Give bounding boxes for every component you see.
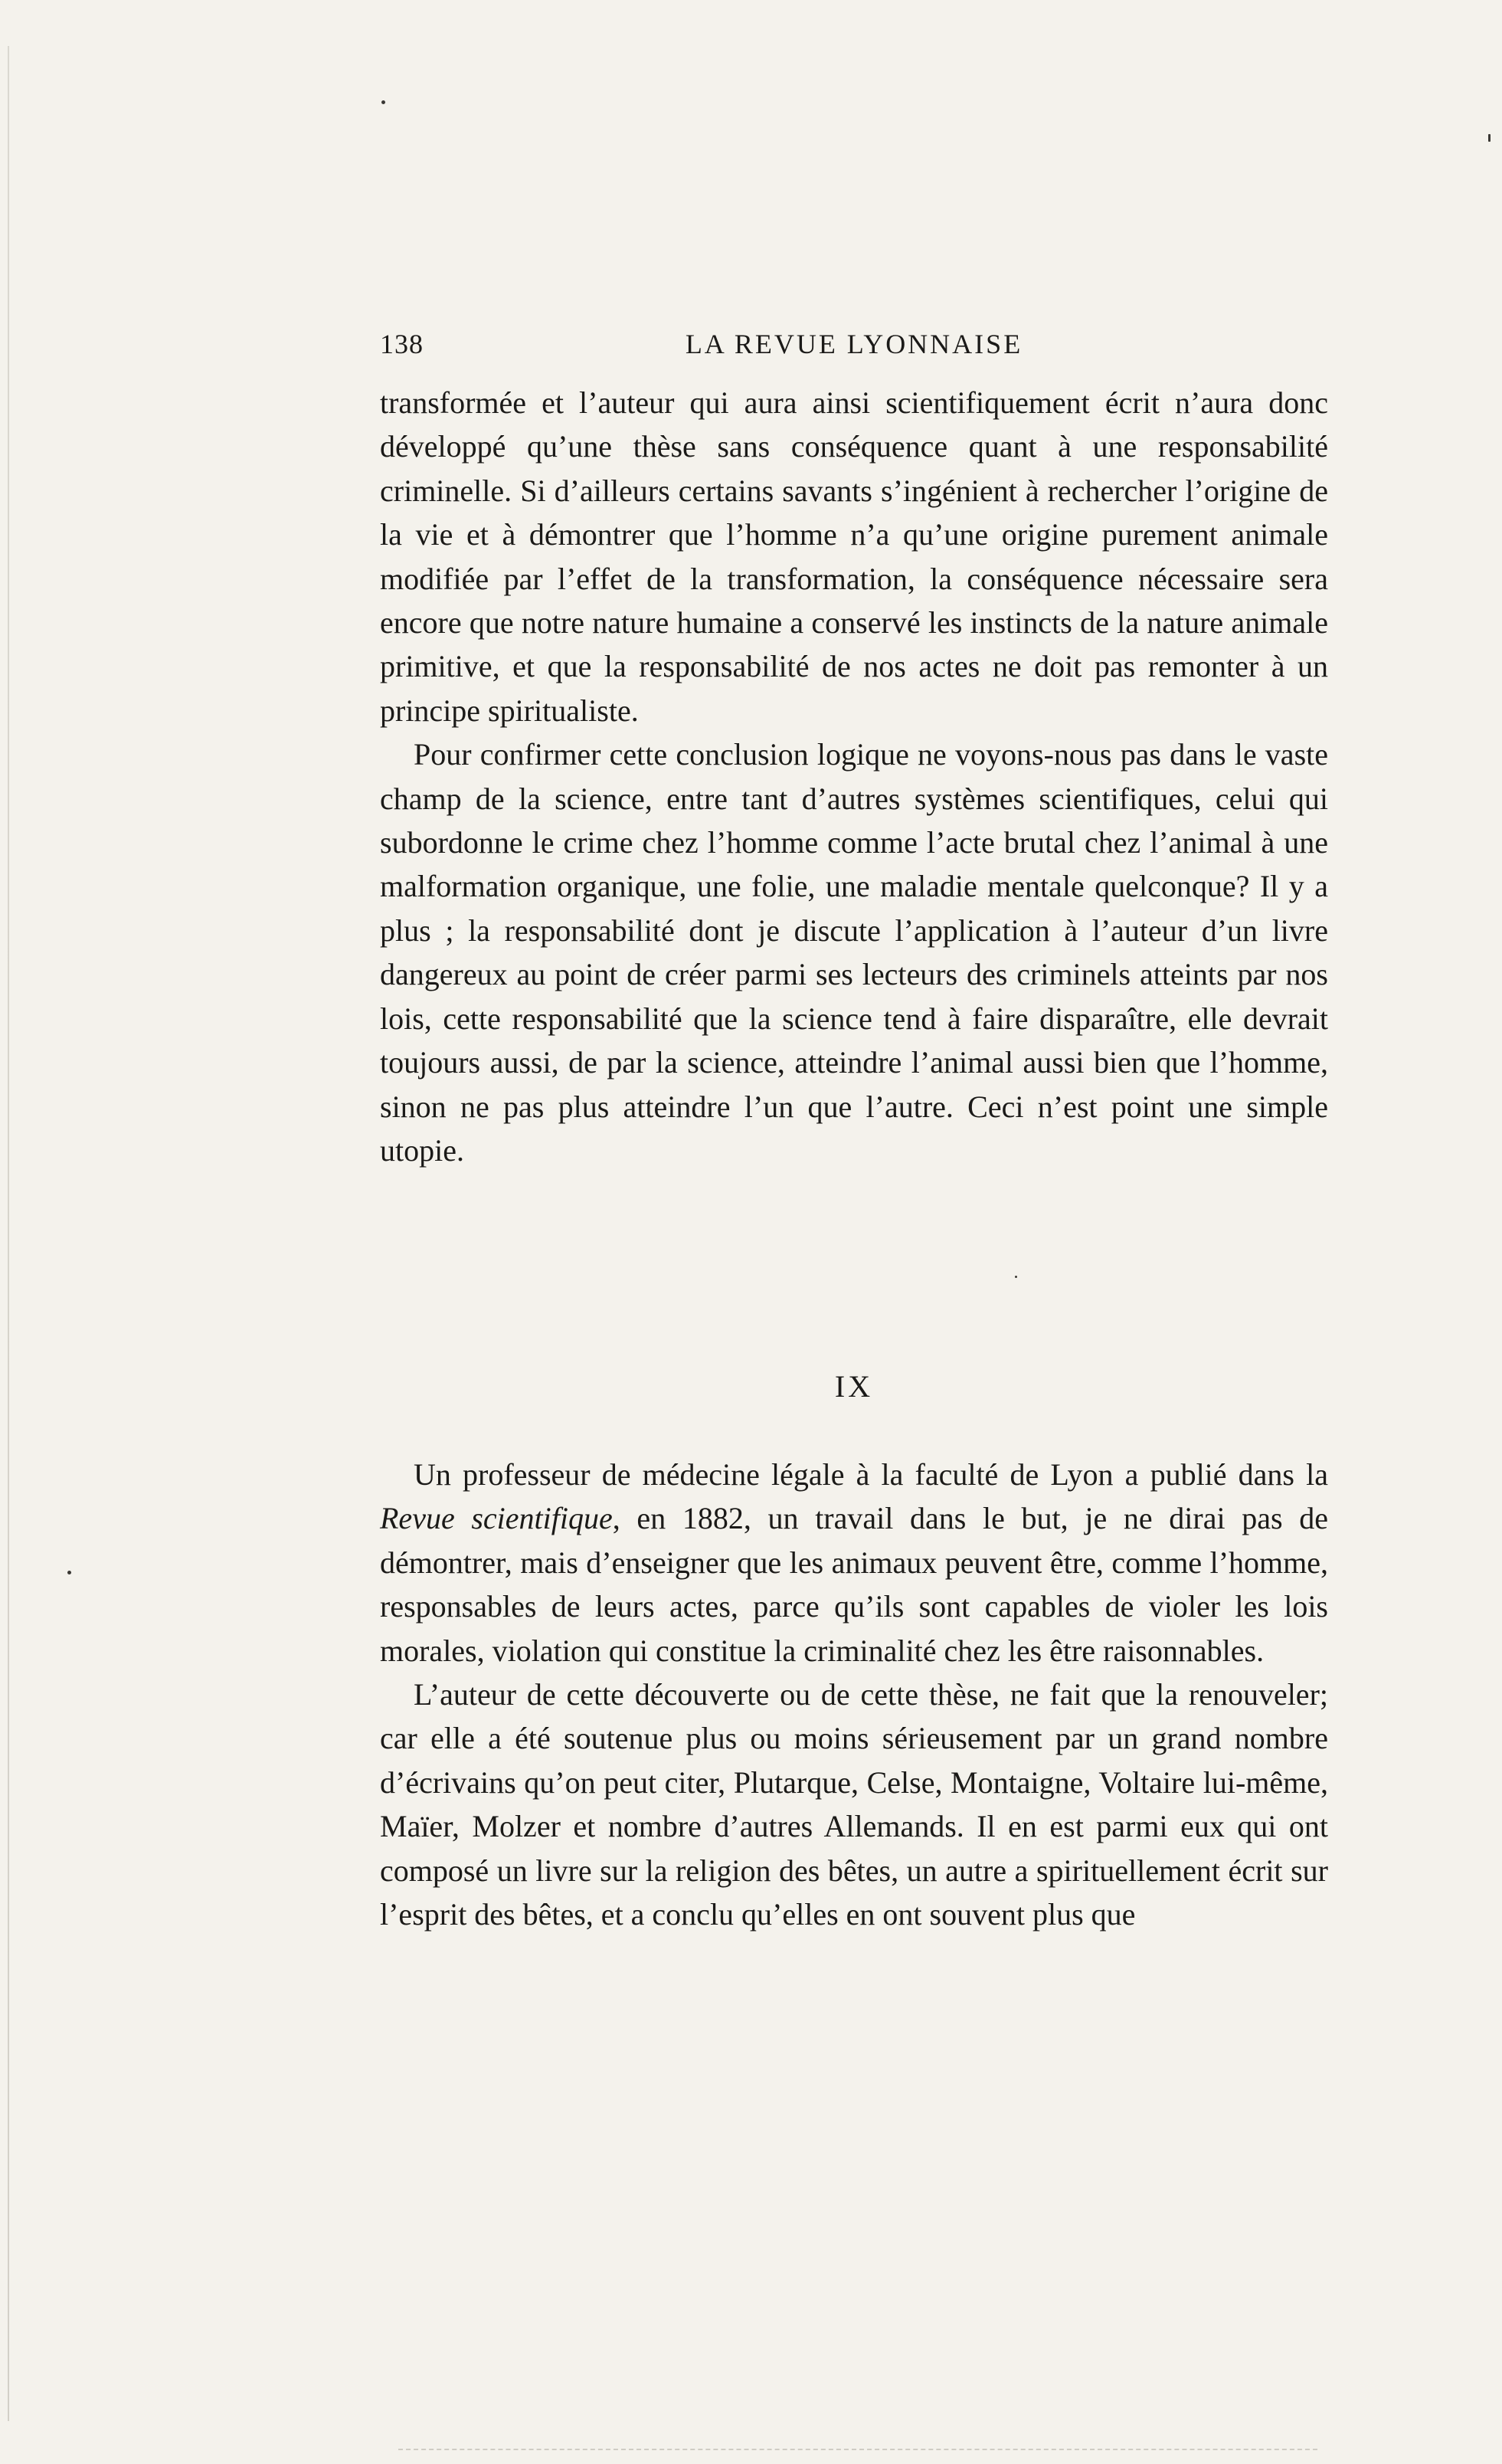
paragraph-3-text-after: , en 1882, un travail dans le but, je ne dirai pas de démontrer, mais d’enseigner que les animaux peuvent être, comme l’homme, responsables de leurs actes, parce qu’ils sont capables de violer les lois morales, violation qui constitue la criminalité chez les être raisonnables. <box>380 1501 1329 1668</box>
page-number: 138 <box>380 329 424 359</box>
paragraph-4: L’auteur de cette découverte ou de cette thèse, ne fait que la renouveler; car elle a été soutenue plus ou moins sérieusement par un grand nombre d’écrivains qu’on peut citer, Plutarque, Celse, Montaigne, Voltaire lui-même, Maïer, Molzer et nombre d’autres Allemands. Il en est parmi eux qui ont composé un livre sur la religion des bêtes, un autre a spirituellement écrit sur l’esprit des bêtes, et a conclu qu’elles en ont souvent plus que <box>380 1677 1328 1932</box>
paragraph-2: Pour confirmer cette conclusion logique ne voyons-nous pas dans le vaste champ de la science, entre tant d’autres systèmes scientifiques, celui qui subordonne le crime chez l’homme comme l’acte brutal chez l’animal à une malformation organique, une folie, une maladie mentale quelconque? Il y a plus ; la responsabilité dont je discute l’application à l’auteur d’un livre dangereux au point de créer parmi ses lecteurs des criminels atteints par nos lois, cette responsabilité que la science tend à faire disparaître, elle devrait toujours aussi, de par la science, atteindre l’animal aussi bien que l’homme, sinon ne pas plus atteindre l’un que l’autre. Ceci n’est point une simple utopie. <box>380 737 1328 1168</box>
ink-speck <box>67 1571 71 1574</box>
paragraph-3-text-before: Un professeur de médecine légale à la faculté de Lyon a publié dans la <box>414 1457 1328 1492</box>
text-block-before-section <box>380 381 1328 1172</box>
section-heading: IX <box>834 1369 874 1404</box>
page-header <box>380 328 1328 374</box>
binding-edge <box>8 46 9 2421</box>
journal-title: Revue scientifique <box>380 1501 613 1536</box>
bottom-edge-artifact <box>398 2449 1317 2451</box>
running-title: LA REVUE LYONNAISE <box>685 329 1023 359</box>
ink-speck <box>1488 134 1491 142</box>
ink-speck <box>1015 1276 1017 1278</box>
paragraph-1: transformée et l’auteur qui aura ainsi scientifiquement écrit n’aura donc développé qu’une thèse sans conséquence quant à une responsabilité criminelle. Si d’ailleurs certains savants s’ingénient à rechercher l’origine de la vie et à démontrer que l’homme n’a qu’une origine purement animale modifiée par l’effet de la transformation, la conséquence nécessaire sera encore que notre nature humaine a conservé les instincts de la nature animale primitive, et que la responsabilité de nos actes ne doit pas remonter à un principe spiritualiste. <box>380 385 1328 728</box>
text-block-section-ix <box>380 1453 1328 1936</box>
ink-speck <box>381 100 385 104</box>
paragraph-3 <box>380 1453 1328 1673</box>
